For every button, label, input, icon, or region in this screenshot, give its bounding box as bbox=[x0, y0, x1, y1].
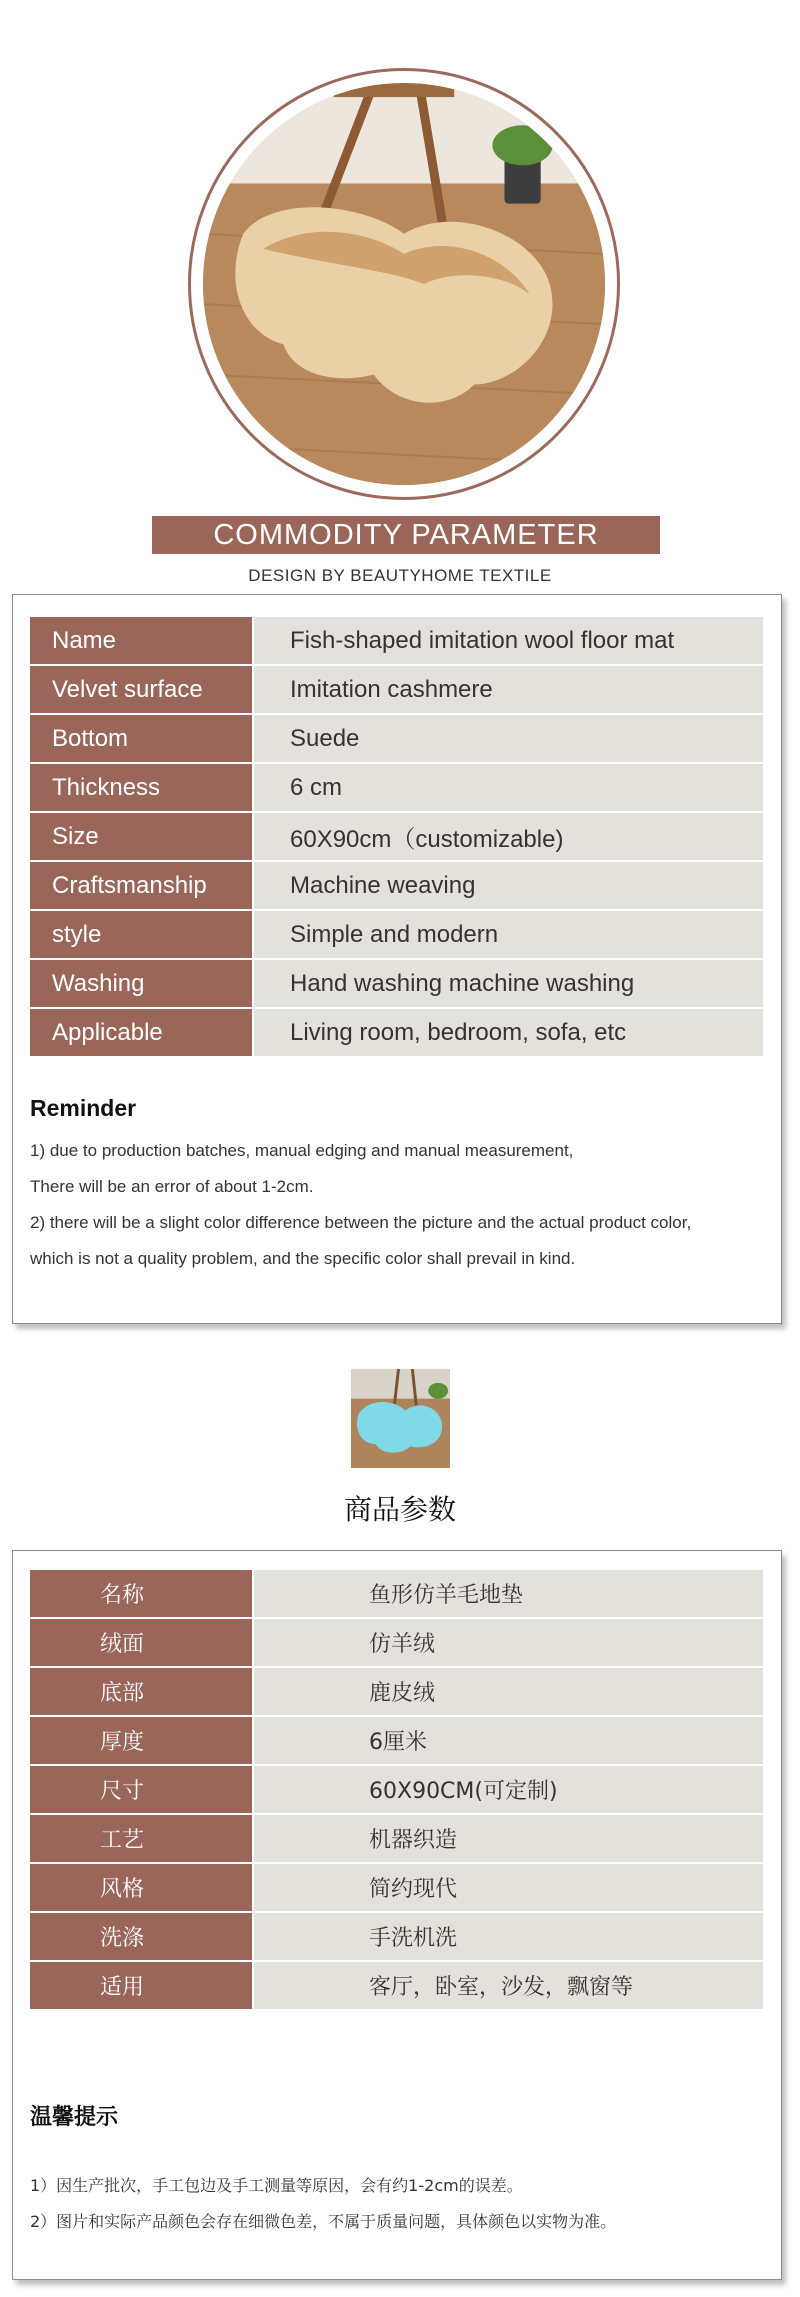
table-row bbox=[30, 1717, 763, 1766]
chinese-section-title: 商品参数 bbox=[343, 1493, 456, 1526]
param-key: Washing bbox=[30, 960, 254, 1009]
param-key: 风格 bbox=[30, 1864, 254, 1913]
param-value: Living room, bedroom, sofa, etc bbox=[254, 1009, 763, 1058]
param-key: 洗涤 bbox=[30, 1913, 254, 1962]
table-row bbox=[30, 715, 763, 764]
param-key: 工艺 bbox=[30, 1815, 254, 1864]
table-row bbox=[30, 1864, 763, 1913]
param-key: Velvet surface bbox=[30, 666, 254, 715]
param-key: Thickness bbox=[30, 764, 254, 813]
table-row bbox=[30, 1815, 763, 1864]
param-value: 鹿皮绒 bbox=[254, 1668, 763, 1717]
table-row bbox=[30, 1009, 763, 1058]
reminder-title: Reminder bbox=[30, 1095, 137, 1121]
table-row bbox=[30, 1668, 763, 1717]
param-value: 仿羊绒 bbox=[254, 1619, 763, 1668]
param-value: 机器织造 bbox=[254, 1815, 763, 1864]
table-row bbox=[30, 617, 763, 666]
param-key: Size bbox=[30, 813, 254, 862]
param-value: 手洗机洗 bbox=[254, 1913, 763, 1962]
table-row bbox=[30, 1570, 763, 1619]
param-value: 6 cm bbox=[254, 764, 763, 813]
param-value: 60X90CM(可定制) bbox=[254, 1766, 763, 1815]
reminder-line: 2) there will be a slight color difference between the picture and the actual product color, bbox=[30, 1213, 692, 1232]
table-row bbox=[30, 666, 763, 715]
param-key: 名称 bbox=[30, 1570, 254, 1619]
param-value: 简约现代 bbox=[254, 1864, 763, 1913]
hero-product-photo bbox=[203, 83, 605, 485]
english-parameter-table bbox=[30, 617, 763, 1058]
reminder-line: 1) due to production batches, manual edging and manual measurement, bbox=[30, 1141, 574, 1160]
table-row bbox=[30, 1766, 763, 1815]
table-row bbox=[30, 1619, 763, 1668]
hero-image-frame bbox=[188, 68, 620, 500]
param-value: Machine weaving bbox=[254, 862, 763, 911]
param-key: 绒面 bbox=[30, 1619, 254, 1668]
param-value: Simple and modern bbox=[254, 911, 763, 960]
param-key: Craftsmanship bbox=[30, 862, 254, 911]
param-key: Name bbox=[30, 617, 254, 666]
param-value: Fish-shaped imitation wool floor mat bbox=[254, 617, 763, 666]
param-key: 厚度 bbox=[30, 1717, 254, 1766]
param-key: Bottom bbox=[30, 715, 254, 764]
param-key: 尺寸 bbox=[30, 1766, 254, 1815]
param-value: 客厅，卧室，沙发，飘窗等 bbox=[254, 1962, 763, 2011]
english-parameter-card bbox=[12, 594, 782, 1324]
commodity-parameter-banner: COMMODITY PARAMETER bbox=[152, 516, 660, 554]
reminder-line: There will be an error of about 1-2cm. bbox=[30, 1177, 314, 1196]
reminder-title: 温馨提示 bbox=[30, 2105, 119, 2130]
param-key: 底部 bbox=[30, 1668, 254, 1717]
param-value: Hand washing machine washing bbox=[254, 960, 763, 1009]
param-value: Suede bbox=[254, 715, 763, 764]
design-by-subtitle: DESIGN BY BEAUTYHOME TEXTILE bbox=[248, 566, 552, 585]
table-row bbox=[30, 1962, 763, 2011]
table-row bbox=[30, 813, 763, 862]
param-value: 60X90cm（customizable) bbox=[254, 813, 763, 862]
chinese-parameter-card bbox=[12, 1550, 782, 2280]
table-row bbox=[30, 911, 763, 960]
param-key: Applicable bbox=[30, 1009, 254, 1058]
reminder-line: 1）因生产批次，手工包边及手工测量等原因，会有约1-2cm的误差。 bbox=[30, 2176, 523, 2195]
param-value: 6厘米 bbox=[254, 1717, 763, 1766]
param-key: 适用 bbox=[30, 1962, 254, 2011]
chinese-parameter-table bbox=[30, 1570, 763, 2011]
param-value: Imitation cashmere bbox=[254, 666, 763, 715]
table-row bbox=[30, 960, 763, 1009]
param-key: style bbox=[30, 911, 254, 960]
reminder-line: which is not a quality problem, and the specific color shall prevail in kind. bbox=[30, 1249, 576, 1268]
param-value: 鱼形仿羊毛地垫 bbox=[254, 1570, 763, 1619]
reminder-line: 2）图片和实际产品颜色会存在细微色差，不属于质量问题，具体颜色以实物为准。 bbox=[30, 2212, 617, 2231]
table-row bbox=[30, 764, 763, 813]
table-row bbox=[30, 862, 763, 911]
table-row bbox=[30, 1913, 763, 1962]
product-thumbnail bbox=[351, 1369, 450, 1468]
